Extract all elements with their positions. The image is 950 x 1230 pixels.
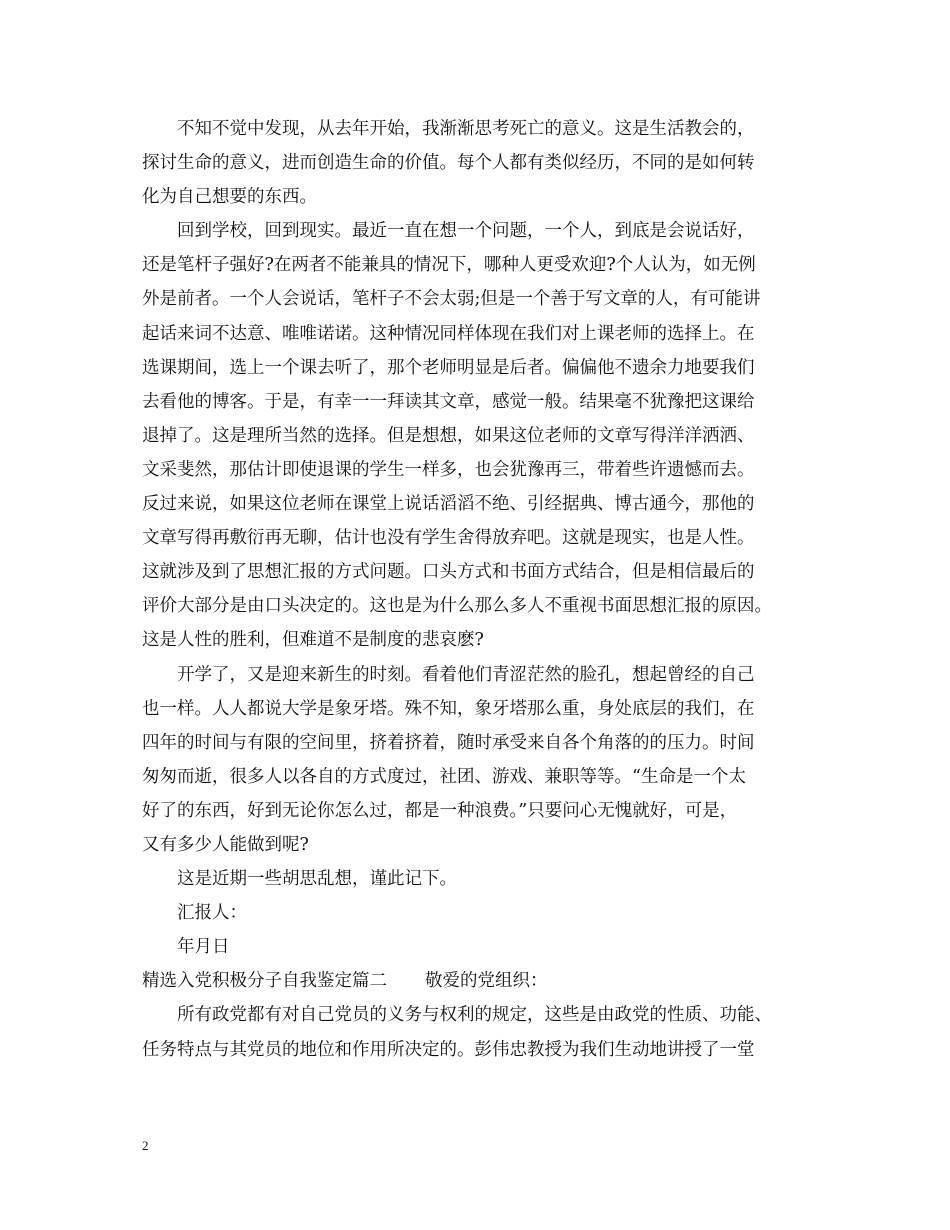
text-line: 好了的东西，好到无论你怎么过，都是一种浪费。”只要问心无愧就好，可是， — [142, 800, 738, 821]
document-body — [142, 112, 832, 1067]
text-line: 评价大部分是由口头决定的。这也是为什么那么多人不重视书面思想汇报的原因。 — [142, 596, 772, 617]
text-line: 所有政党都有对自己党员的义务与权利的规定，这些是由政党的性质、功能、 — [177, 1005, 772, 1026]
text-line: 四年的时间与有限的空间里，挤着挤着，随时承受来自各个角落的的压力。时间 — [142, 732, 755, 753]
text-line: 也一样。人人都说大学是象牙塔。殊不知，象牙塔那么重，身处底层的我们，在 — [142, 698, 755, 719]
text-line: 文章写得再敷衍再无聊，估计也没有学生舍得放弃吧。这就是现实，也是人性。 — [142, 528, 755, 549]
text-line: 外是前者。一个人会说话，笔杆子不会太弱;但是一个善于写文章的人，有可能讲 — [142, 289, 761, 310]
text-line: 起话来词不达意、唯唯诺诺。这种情况同样体现在我们对上课老师的选择上。在 — [142, 323, 755, 344]
text-line: 化为自己想要的东西。 — [142, 187, 317, 208]
page-number: 2 — [142, 1138, 149, 1153]
text-line: 又有多少人能做到呢? — [142, 834, 309, 855]
text-line: 文采斐然，那估计即使退课的学生一样多，也会犹豫再三，带着些许遗憾而去。 — [142, 459, 755, 480]
text-line: 不知不觉中发现，从去年开始，我渐渐思考死亡的意义。这是生活教会的， — [177, 119, 755, 139]
text-line: 这就涉及到了思想汇报的方式问题。口头方式和书面方式结合，但是相信最后的 — [142, 562, 755, 583]
text-line: 反过来说，如果这位老师在课堂上说话滔滔不绝、引经据典、博古通今，那他的 — [142, 494, 755, 515]
date-line: 年月日 — [177, 937, 230, 958]
text-line: 退掉了。这是理所当然的选择。但是想想，如果这位老师的文章写得洋洋洒洒、 — [142, 425, 755, 446]
section-title: 精选入党积极分子自我鉴定篇二 — [142, 971, 387, 992]
text-line: 去看他的博客。于是，有幸一一拜读其文章，感觉一般。结果毫不犹豫把这课给 — [142, 391, 755, 412]
text-line: 开学了，又是迎来新生的时刻。看着他们青涩茫然的脸孔，想起曾经的自己 — [177, 664, 755, 685]
signature-label: 汇报人： — [177, 903, 247, 924]
text-line: 回到学校，回到现实。最近一直在想一个问题，一个人，到底是会说话好， — [177, 221, 755, 242]
text-line: 选课期间，选上一个课去听了，那个老师明显是后者。偏偏他不遗余力地要我们 — [142, 357, 755, 378]
section-heading — [142, 964, 832, 998]
text-line: 这是近期一些胡思乱想，谨此记下。 — [177, 869, 457, 890]
text-line: 探讨生命的意义，进而创造生命的价值。每个人都有类似经历，不同的是如何转 — [142, 153, 755, 174]
salutation: 敬爱的党组织： — [425, 971, 548, 992]
text-line: 匆匆而逝，很多人以各自的方式度过，社团、游戏、兼职等等。“生命是一个太 — [142, 766, 746, 787]
text-line: 还是笔杆子强好?在两者不能兼具的情况下，哪种人更受欢迎?个人认为，如无例 — [142, 255, 756, 276]
text-line: 任务特点与其党员的地位和作用所决定的。彭伟忠教授为我们生动地讲授了一堂 — [142, 1039, 755, 1060]
text-line: 这是人性的胜利，但难道不是制度的悲哀麽? — [142, 630, 484, 651]
